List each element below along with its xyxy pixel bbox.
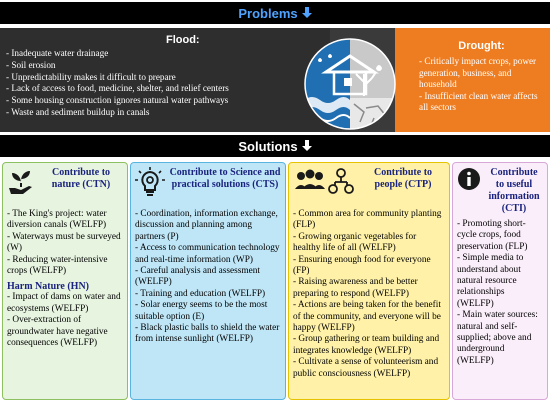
ctn-list: [7, 209, 123, 277]
flood-item: - Inadequate water drainage: [6, 48, 109, 58]
flood-box: [0, 28, 330, 132]
column-contribute-to-nature: [2, 162, 128, 400]
list-item: - Over-extraction of groundwater have negative consequences (WELFP): [7, 315, 108, 349]
list-item: - Group gathering or team building and integrates knowledge (WELFP): [293, 334, 440, 356]
list-item: - Careful analysis and assessment (WELFP): [135, 266, 260, 288]
drought-list: [419, 56, 544, 114]
flood-item: - Lack of access to food, medicine, shelter, and relief centers: [6, 83, 229, 94]
column-contribute-to-science: [130, 162, 286, 400]
flood-list: [6, 48, 330, 119]
drought-item: - Critically impact crops, power generation, business, and household: [419, 56, 537, 89]
hand-sprout-icon: [7, 167, 35, 195]
flood-item: - Soil erosion: [6, 59, 56, 70]
list-item: - The King's project: water diversion canals (WELFP): [7, 209, 107, 231]
problems-panel: [0, 28, 550, 132]
column-title: Contribute to nature (CTN): [51, 167, 111, 190]
harm-nature-title: Harm Nature (HN): [7, 281, 90, 293]
list-item: - Simple media to understand about natural resource relationships (WELFP): [457, 253, 524, 309]
list-item: - Cultivate a sense of volunteerism and public consciousness (WELFP): [293, 357, 439, 379]
list-item: - Waterways must be surveyed (W): [7, 231, 121, 254]
list-item: - Main water sources: natural and self-supplied; above and underground (WELFP): [457, 310, 538, 366]
column-title: Contribute to Science and practical solutions (CTS): [169, 167, 281, 190]
list-item: - Solar energy seems to be the most suitable option (E): [135, 300, 268, 322]
down-arrow-icon: [302, 6, 312, 21]
down-arrow-icon: [302, 139, 312, 154]
column-contribute-to-people: [288, 162, 450, 400]
list-item: - Impact of dams on water and ecosystems (WELFP): [7, 292, 121, 314]
column-title: Contribute to useful information (CTI): [488, 167, 540, 214]
list-item: - Reducing water-intensive crops (WELFP): [7, 254, 108, 277]
list-item: - Training and education (WELFP): [135, 288, 266, 299]
harm-nature-list: [7, 292, 123, 349]
drought-item: - Insufficient clean water affects all sectors: [419, 90, 538, 112]
flood-item: - Unpredictability makes it difficult to prepare: [6, 71, 176, 82]
flood-item: - Some housing construction ignores natural water pathways: [6, 95, 229, 106]
column-contribute-to-information: [452, 162, 548, 400]
people-network-icon: [293, 167, 357, 197]
list-item: - Growing organic vegetables for healthy life of all (WELFP): [293, 231, 417, 254]
column-header: [293, 167, 445, 209]
list-item: - Common area for community planting (FLP): [293, 209, 442, 231]
problems-header: [0, 2, 550, 24]
solutions-title: Solutions: [238, 138, 298, 154]
flood-drought-house-icon: [304, 38, 396, 130]
drought-title: Drought:: [458, 40, 505, 52]
column-header: [135, 167, 281, 209]
problems-title: Problems: [238, 5, 298, 21]
list-item: - Promoting short-cycle crops, food preservation (FLP): [457, 219, 528, 252]
column-header: [457, 167, 543, 214]
list-item: - Ensuring enough food for everyone (FP): [293, 254, 431, 277]
list-item: - Actions are being taken for the benefit of the community, and everyone will be happy (WELFP): [293, 300, 441, 334]
solutions-header: [0, 135, 550, 157]
cti-list: [457, 219, 543, 367]
ctp-list: [293, 209, 445, 380]
flood-item: - Waste and sediment buildup in canals: [6, 106, 150, 117]
drought-box: [395, 28, 550, 132]
list-item: - Coordination, information exchange, discussion and planning among partners (P): [135, 209, 278, 242]
list-item: - Raising awareness and be better preparing to respond (WELFP): [293, 277, 418, 299]
info-icon: [457, 167, 481, 191]
flood-title: Flood:: [166, 34, 200, 46]
cts-list: [135, 209, 281, 346]
column-title: Contribute to people (CTP): [373, 167, 433, 190]
list-item: - Access to communication technology and real-time information (WP): [135, 243, 280, 265]
lightbulb-gear-icon: [135, 167, 165, 199]
list-item: - Black plastic balls to shield the water from intense sunlight (WELFP): [135, 323, 280, 345]
column-header: [7, 167, 123, 209]
